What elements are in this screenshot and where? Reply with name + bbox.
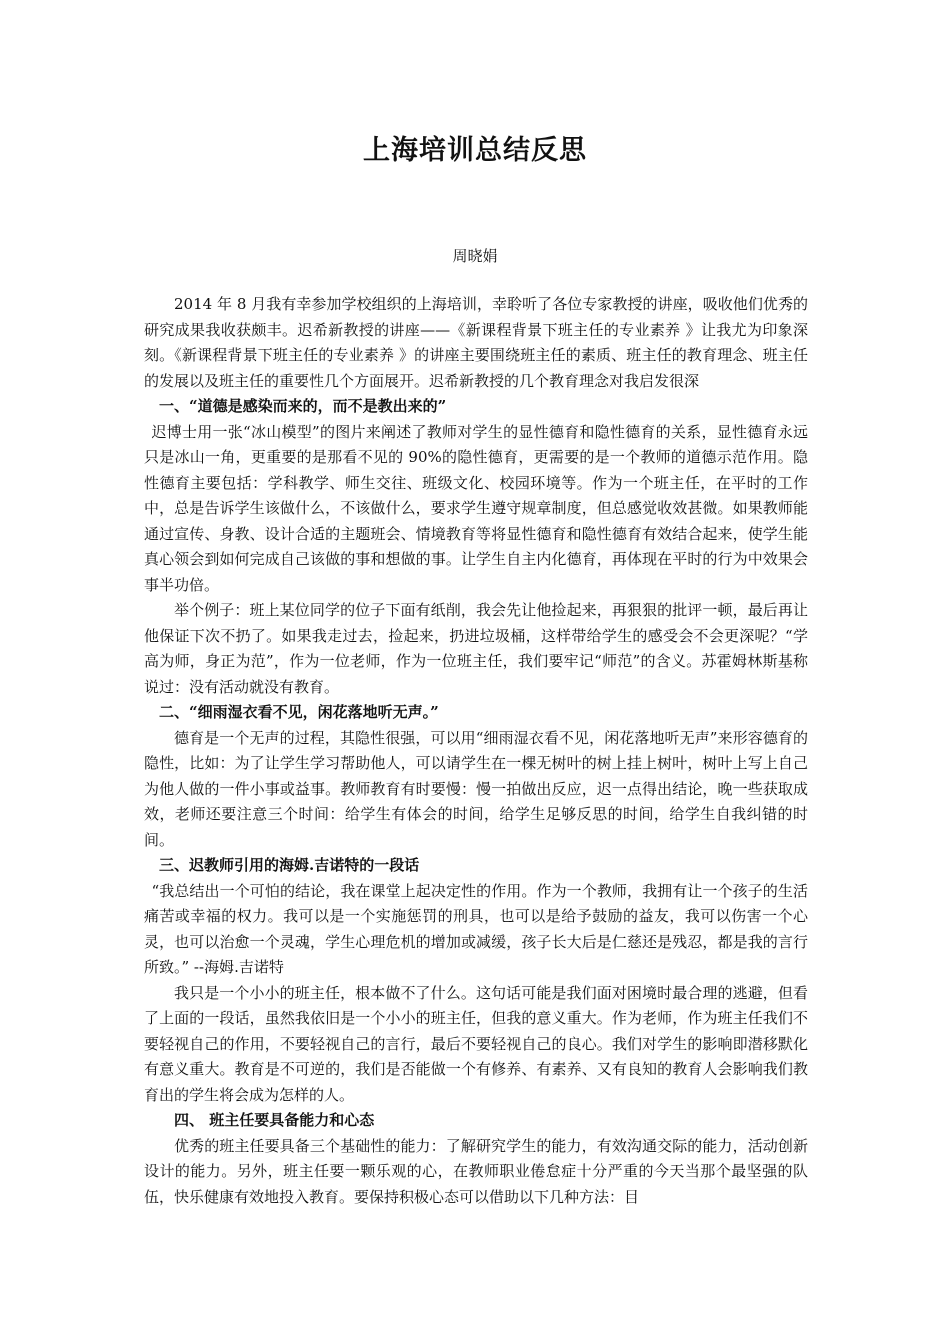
section-heading-4: 四、 班主任要具备能力和心态 bbox=[174, 1111, 375, 1129]
document-body bbox=[144, 292, 808, 1210]
paragraph-4a: 优秀的班主任要具备三个基础性的能力：了解研究学生的能力，有效沟通交际的能力，活动创新设计的能力。另外，班主任要一颗乐观的心，在教师职业倦怠症十分严重的今天当那个最坚强的队伍，快乐健康有效地投入教育。要保持积极心态可以借助以下几种方法：目 bbox=[144, 1136, 808, 1206]
paragraph-intro: 2014 年 8 月我有幸参加学校组织的上海培训，幸聆听了各位专家教授的讲座，吸收他们优秀的研究成果我收获颇丰。迟希新教授的讲座——《新课程背景下班主任的专业素养 》让我尤为印象深刻。《新课程背景下班主任的专业素养 》的讲座主要围绕班主任的素质、班主任的教育理念、班主任的发展以及班主任的重要性几个方面展开。迟希新教授的几个教育理念对我启发很深 bbox=[144, 295, 808, 390]
paragraph-1b: 举个例子：班上某位同学的位子下面有纸削，我会先让他捡起来，再狠狠的批评一顿，最后再让他保证下次不扔了。如果我走过去，捡起来，扔进垃圾桶，这样带给学生的感受会不会更深呢？“学高为师，身正为范”，作为一位老师，作为一位班主任，我们要牢记“师范”的含义。苏霍姆林斯基称说过：没有活动就没有教育。 bbox=[144, 601, 808, 696]
paragraph-3b: 我只是一个小小的班主任，根本做不了什么。这句话可能是我们面对困境时最合理的逃避，但看了上面的一段话，虽然我依旧是一个小小的班主任，但我的意义重大。作为老师，作为班主任我们不要轻视自己的作用，不要轻视自己的言行，最后不要轻视自己的良心。我们对学生的影响即潜移默化有意义重大。教育是不可逆的，我们是否能做一个有修养、有素养、又有良知的教育人会影响我们教育出的学生将会成为怎样的人。 bbox=[144, 983, 808, 1104]
document-author: 周晓娟 bbox=[452, 247, 498, 265]
paragraph-2a: 德育是一个无声的过程，其隐性很强，可以用“细雨湿衣看不见，闲花落地听无声”来形容德育的隐性，比如：为了让学生学习帮助他人，可以请学生在一棵无树叶的树上挂上树叶，树叶上写上自己为他人做的一件小事或益事。教师教育有时要慢：慢一拍做出反应，迟一点得出结论，晚一些获取成效，老师还要注意三个时间：给学生有体会的时间，给学生足够反思的时间，给学生自我纠错的时间。 bbox=[144, 728, 808, 849]
document-title: 上海培训总结反思 bbox=[363, 135, 587, 166]
paragraph-1a: 迟博士用一张“冰山模型”的图片来阐述了教师对学生的显性德育和隐性德育的关系，显性德育永远只是冰山一角，更重要的是那看不见的 90%的隐性德育，更需要的是一个教师的道德示范作用。隐性德育主要包括：学科教学、师生交往、班级文化、校园环境等。作为一个班主任，在平时的工作中，总是告诉学生该做什么，不该做什么，要求学生遵守规章制度，但总感觉收效甚微。如果教师能通过宣传、身教、设计合适的主题班会、情境教育等将显性德育和隐性德育有效结合起来，使学生能真心领会到如何完成自己该做的事和想做的事。让学生自主内化德育，再体现在平时的行为中效果会事半功倍。 bbox=[144, 422, 808, 594]
section-heading-1: 一、“道德是感染而来的，而不是教出来的” bbox=[159, 397, 447, 415]
section-heading-2: 二、“细雨湿衣看不见，闲花落地听无声。” bbox=[159, 703, 439, 721]
paragraph-3a: “我总结出一个可怕的结论，我在课堂上起决定性的作用。作为一个教师，我拥有让一个孩子的生活痛苦或幸福的权力。我可以是一个实施惩罚的刑具，也可以是给予鼓励的益友，我可以伤害一个心灵，也可以治愈一个灵魂，学生心理危机的增加或减缓，孩子长大后是仁慈还是残忍，都是我的言行所致。” --海姆.吉诺特 bbox=[144, 881, 808, 976]
section-heading-3: 三、迟教师引用的海姆.吉诺特的一段话 bbox=[159, 856, 420, 874]
